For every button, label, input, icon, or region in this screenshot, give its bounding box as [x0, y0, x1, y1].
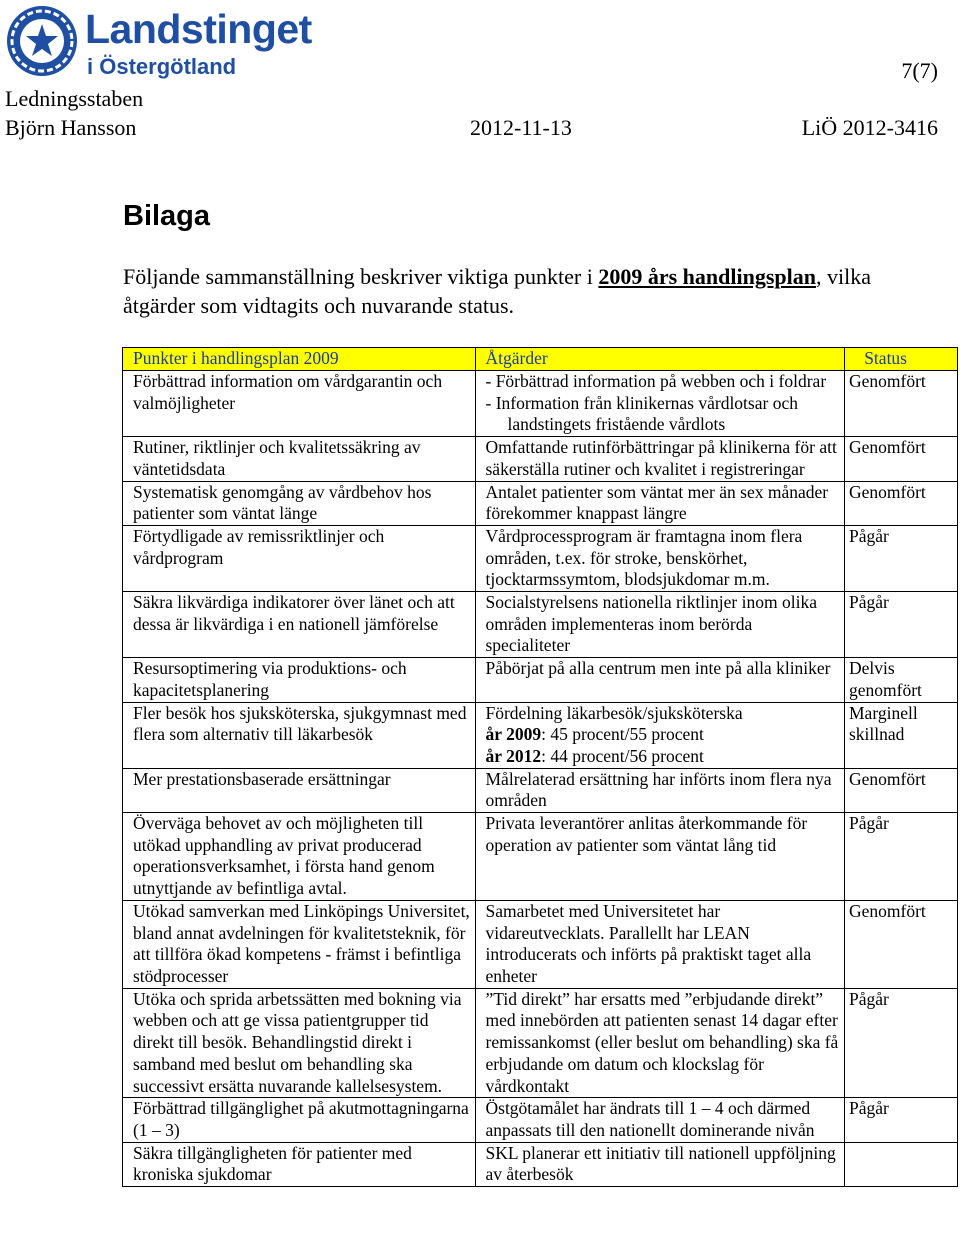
action-cell: Socialstyrelsens nationella riktlinjer inom olika områden implementeras inom berörda specialiteter [475, 592, 845, 658]
point-cell: Förbättrad information om vårdgarantin och valmöjligheter [123, 371, 476, 437]
page-number: 7(7) [901, 58, 938, 83]
table-row [123, 658, 958, 702]
department: Ledningsstaben [5, 86, 144, 111]
action-bullet: - Förbättrad information på webben och i foldrar [485, 371, 827, 391]
table-row [123, 481, 958, 525]
author: Björn Hansson [5, 115, 137, 140]
intro-text: Följande sammanställning beskriver viktiga punkter i [123, 264, 599, 289]
table-row [123, 988, 958, 1098]
action-cell [475, 702, 845, 768]
action-cell: Samarbetet med Universitetet har vidareutvecklats. Parallellt har LEAN introducerats och införts på praktiskt taget alla enheter [475, 900, 845, 988]
status-cell [845, 1142, 958, 1186]
point-cell: Säkra likvärdiga indikatorer över länet och att dessa är likvärdiga i en nationell jämförelse [123, 592, 476, 658]
table-row [123, 813, 958, 901]
point-cell: Mer prestationsbaserade ersättningar [123, 768, 476, 812]
point-cell: Systematisk genomgång av vårdbehov hos patienter som väntat länge [123, 481, 476, 525]
county-emblem-icon [5, 4, 79, 78]
year-2009-value: : 45 procent/55 procent [541, 724, 704, 745]
table-row [123, 702, 958, 768]
table-row [123, 371, 958, 437]
year-2012-label: år 2012 [485, 745, 542, 766]
document-date: 2012-11-13 [470, 115, 572, 140]
table-row [123, 1098, 958, 1142]
action-cell: ”Tid direkt” har ersatts med ”erbjudande direkt” med innebörden att patienten senast 14 dagar efter remissankomst (eller beslut om behandling) ska få erbjudande om datum och klockslag för vårdkontakt [475, 988, 845, 1098]
table-row [123, 900, 958, 988]
page-title: Bilaga [123, 200, 211, 232]
reference-number: LiÖ 2012-3416 [801, 115, 938, 140]
action-cell: Vårdprocessprogram är framtagna inom flera områden, t.ex. för stroke, benskörhet, tjocktarmssymtom, blodsjukdomar m.m. [475, 525, 845, 591]
point-cell: Förbättrad tillgänglighet på akutmottagningarna (1 – 3) [123, 1098, 476, 1142]
point-cell: Rutiner, riktlinjer och kvalitetssäkring av väntetidsdata [123, 437, 476, 481]
column-header-points: Punkter i handlingsplan 2009 [123, 348, 476, 371]
status-cell: Pågår [845, 525, 958, 591]
table-header-row [123, 348, 958, 371]
table-row [123, 437, 958, 481]
year-2009-line [486, 724, 842, 746]
status-cell: Pågår [845, 1098, 958, 1142]
year-2009-label: år 2009 [485, 724, 542, 745]
point-cell: Förtydligade av remissriktlinjer och vårdprogram [123, 525, 476, 591]
point-cell: Fler besök hos sjuksköterska, sjukgymnast med flera som alternativ till läkarbesök [123, 702, 476, 768]
status-cell: Genomfört [845, 371, 958, 437]
action-bullet: - Information från klinikernas vårdlotsar och landstingets fristående vårdlots [485, 392, 798, 435]
table-row [123, 592, 958, 658]
column-header-actions: Åtgärder [475, 348, 845, 371]
point-cell: Utökad samverkan med Linköpings Universitet, bland annat avdelningen för kvalitetsteknik, för att tillföra ökad kompetens - främst i befintliga stödprocesser [123, 900, 476, 988]
intro-paragraph [123, 262, 923, 320]
action-cell: Antalet patienter som väntat mer än sex månader förekommer knappast längre [475, 481, 845, 525]
status-cell: Pågår [845, 813, 958, 901]
status-cell: Genomfört [845, 437, 958, 481]
logo-title: Landstinget [85, 6, 312, 52]
intro-text-end: , vilka åtgärder som vidtagits och nuvarande status. [123, 264, 871, 318]
point-cell: Utöka och sprida arbetssätten med bokning via webben och att ge vissa patientgrupper tid direkt till besök. Behandlingstid direkt i samband med beslut om behandling ska successivt ersätta nuvarande kallelsesystem. [123, 988, 476, 1098]
action-cell: Östgötamålet har ändrats till 1 – 4 och därmed anpassats till den nationellt dominerande nivån [475, 1098, 845, 1142]
action-cell [475, 371, 845, 437]
status-cell: Genomfört [845, 768, 958, 812]
status-cell: Marginell skillnad [845, 702, 958, 768]
status-cell: Pågår [845, 592, 958, 658]
action-cell: Påbörjat på alla centrum men inte på alla kliniker [475, 658, 845, 702]
action-cell: Målrelaterad ersättning har införts inom flera nya områden [475, 768, 845, 812]
year-2012-value: : 44 procent/56 procent [541, 745, 704, 766]
action-plan-link[interactable]: 2009 års handlingsplan [598, 264, 816, 289]
column-header-status: Status [845, 348, 958, 371]
action-cell: Omfattande rutinförbättringar på klinikerna för att säkerställa rutiner och kvalitet i registreringar [475, 437, 845, 481]
action-cell: Privata leverantörer anlitas återkommande för operation av patienter som väntat lång tid [475, 813, 845, 901]
point-cell: Resursoptimering via produktions- och kapacitetsplanering [123, 658, 476, 702]
year-2012-line [486, 746, 842, 768]
action-text: Fördelning läkarbesök/sjuksköterska [485, 702, 743, 723]
point-cell: Överväga behovet av och möjligheten till utökad upphandling av privat producerad operationsverksamhet, i första hand genom utnyttjande av befintliga avtal. [123, 813, 476, 901]
status-cell: Pågår [845, 988, 958, 1098]
status-cell: Genomfört [845, 900, 958, 988]
point-cell: Säkra tillgängligheten för patienter med kroniska sjukdomar [123, 1142, 476, 1186]
table-row [123, 768, 958, 812]
logo-subtitle: i Östergötland [87, 54, 237, 79]
table-row [123, 1142, 958, 1186]
action-cell: SKL planerar ett initiativ till nationell uppföljning av återbesök [475, 1142, 845, 1186]
status-cell: Genomfört [845, 481, 958, 525]
action-plan-table [122, 347, 958, 1187]
status-cell: Delvis genomfört [845, 658, 958, 702]
logo [5, 4, 315, 80]
table-row [123, 525, 958, 591]
